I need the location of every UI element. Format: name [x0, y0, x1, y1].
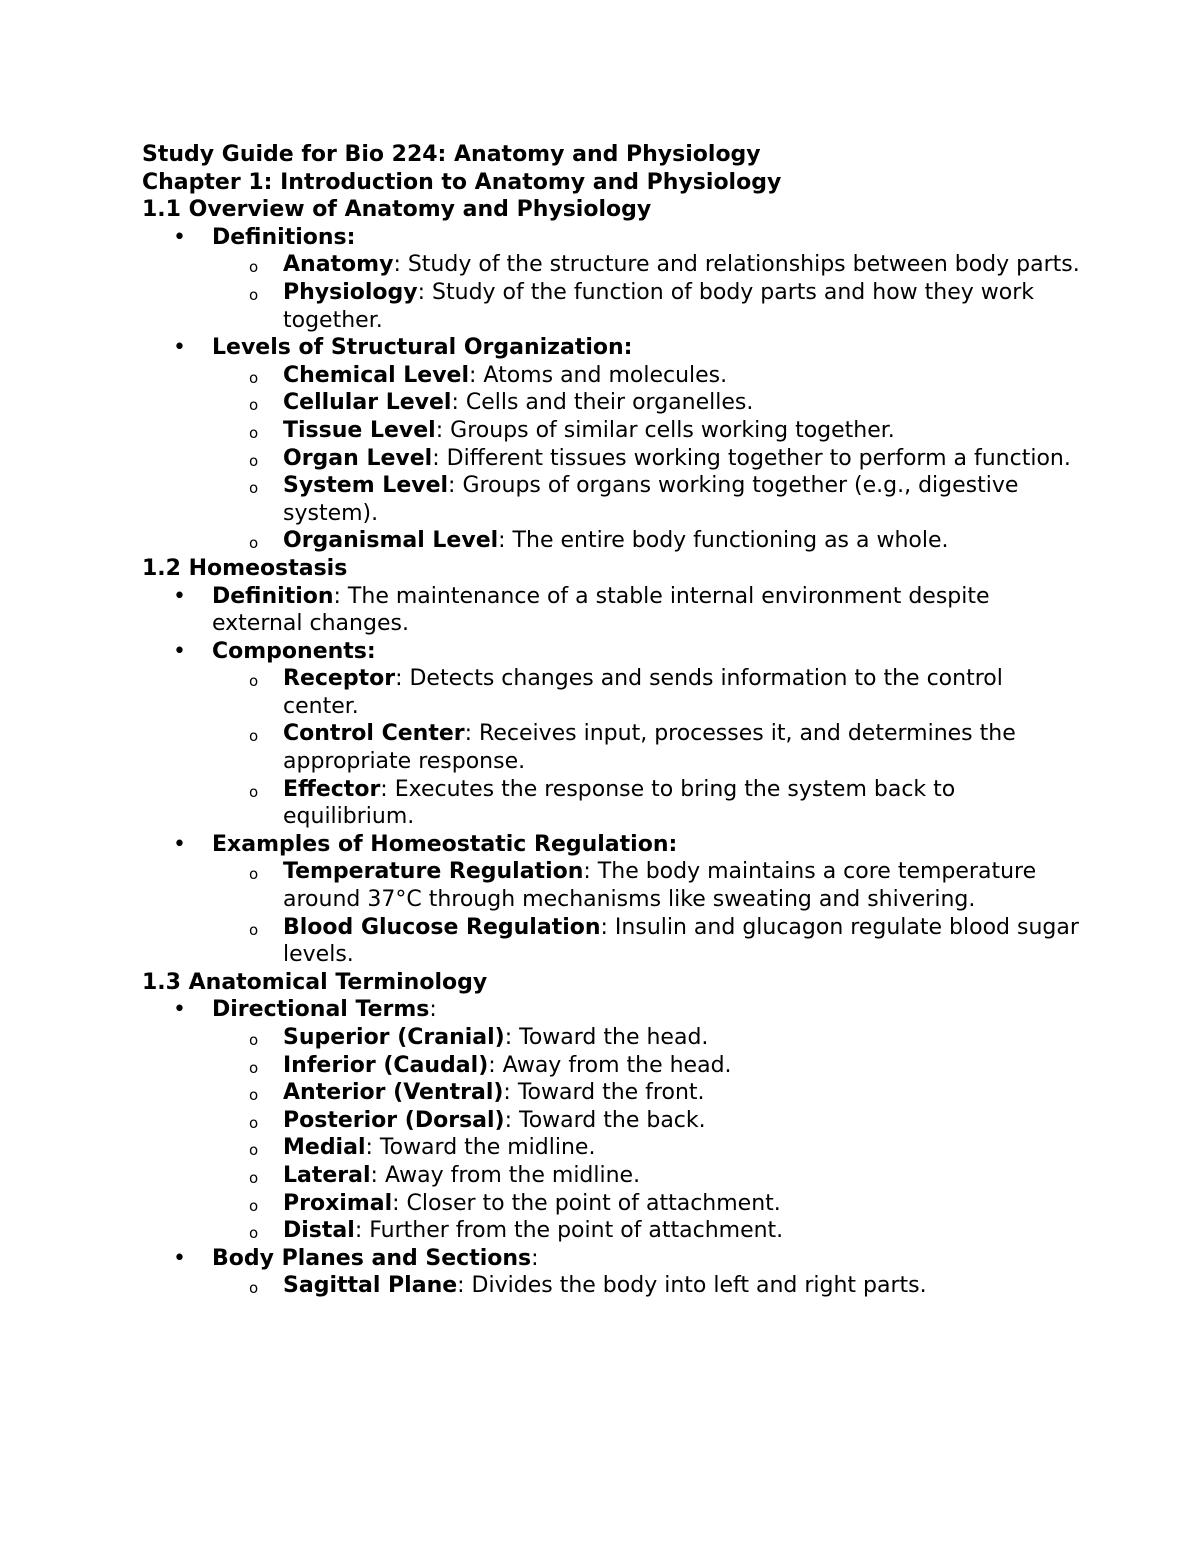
term-description: : Toward the front. [503, 1080, 705, 1106]
term-description: : Groups of organs working together (e.g., digestive system). [283, 473, 1019, 526]
sub-bullet-icon: o [249, 1031, 259, 1049]
item-label: Components: [212, 638, 376, 664]
sub-list-item [212, 279, 1082, 334]
term: Cellular Level [283, 390, 452, 416]
term-description: : Closer to the point of attachment. [392, 1190, 781, 1216]
term-description: : Different tissues working together to perform a function. [432, 445, 1071, 471]
item-label: Body Planes and Sections [212, 1245, 532, 1271]
item-label: Definition [212, 583, 334, 609]
term: Inferior (Caudal) [283, 1052, 489, 1078]
sub-bullet-list [212, 858, 1082, 968]
sub-list-item [212, 720, 1082, 775]
sub-list-item [212, 858, 1082, 913]
term: Physiology [283, 279, 418, 305]
list-item [142, 224, 1082, 334]
section-heading: 1.3 Anatomical Terminology [142, 969, 488, 995]
term: Distal [283, 1218, 355, 1244]
term: System Level [283, 473, 449, 499]
sub-bullet-icon: o [249, 1141, 259, 1160]
sub-list-item [212, 417, 1082, 445]
item-label: Definitions: [212, 224, 356, 250]
list-item [142, 831, 1082, 969]
sub-bullet-icon: o [249, 368, 259, 387]
term-description: : Cells and their organelles. [451, 390, 754, 416]
list-item [142, 996, 1082, 1244]
sub-list-item [212, 445, 1082, 473]
item-text: : The maintenance of a stable internal environment despite external changes. [212, 583, 990, 637]
sub-bullet-icon: o [249, 782, 259, 801]
term-description: : Study of the structure and relationships between body parts. [393, 252, 1080, 278]
sub-list-item [212, 1024, 1082, 1052]
sub-bullet-icon: o [249, 1168, 259, 1187]
sub-bullet-icon: o [249, 258, 259, 277]
sub-bullet-icon: o [249, 451, 259, 470]
section-heading: 1.1 Overview of Anatomy and Physiology [142, 197, 652, 223]
bullet-list [142, 996, 1082, 1300]
sub-bullet-icon: o [249, 1279, 259, 1298]
term-description: : Away from the head. [488, 1052, 732, 1078]
item-text: : [429, 997, 437, 1023]
sub-bullet-icon: o [249, 285, 259, 304]
sub-bullet-icon: o [249, 396, 259, 415]
term: Proximal [283, 1190, 393, 1216]
chapter-heading: Chapter 1: Introduction to Anatomy and Physiology [142, 169, 782, 195]
term: Posterior (Dorsal) [283, 1107, 505, 1133]
term-description: : Groups of similar cells working together. [435, 417, 895, 443]
sub-list-item [212, 1162, 1082, 1190]
item-label: Levels of Structural Organization: [212, 335, 633, 361]
item-label: Directional Terms [212, 997, 430, 1023]
term: Anterior (Ventral) [283, 1080, 504, 1106]
sub-bullet-list [212, 1024, 1082, 1245]
sub-list-item [212, 665, 1082, 720]
term-description: : The body maintains a core temperature around 37°C through mechanisms like sweating and shivering. [283, 859, 1037, 913]
sub-list-item [212, 1079, 1082, 1107]
bullet-list [142, 224, 1082, 555]
sub-list-item [212, 472, 1082, 527]
sub-bullet-icon: o [249, 920, 259, 939]
bullet-icon: • [173, 224, 186, 250]
term-description: : Divides the body into left and right parts. [457, 1273, 927, 1299]
term-description: : Toward the back. [504, 1107, 706, 1133]
sub-list-item [212, 1107, 1082, 1135]
item-label: Examples of Homeostatic Regulation: [212, 831, 678, 857]
term: Medial [283, 1135, 366, 1161]
bullet-icon: • [173, 997, 186, 1023]
term: Tissue Level [283, 417, 436, 443]
sub-bullet-list [212, 1272, 1082, 1300]
term-description: : Detects changes and sends information to the control center. [283, 666, 1003, 719]
sub-list-item [212, 527, 1082, 555]
term: Receptor [283, 666, 396, 692]
term: Superior (Cranial) [283, 1025, 505, 1050]
sub-bullet-icon: o [249, 534, 259, 553]
term-description: : Further from the point of attachment. [354, 1218, 784, 1244]
sub-bullet-icon: o [249, 672, 259, 691]
sub-list-item [212, 914, 1082, 969]
list-item [142, 638, 1082, 831]
term: Lateral [283, 1162, 371, 1188]
list-item [142, 583, 1082, 638]
term-description: : Study of the function of body parts and how they work together. [283, 279, 1035, 333]
term: Temperature Regulation [283, 859, 584, 885]
item-text: : [531, 1245, 539, 1271]
list-item [142, 334, 1082, 555]
sub-bullet-icon: o [249, 727, 259, 746]
sub-bullet-icon: o [249, 865, 259, 884]
sub-bullet-icon: o [249, 1086, 259, 1105]
sub-bullet-icon: o [249, 423, 259, 442]
bullet-icon: • [173, 583, 186, 609]
term-description: : The entire body functioning as a whole. [498, 528, 949, 554]
sub-bullet-icon: o [249, 1224, 259, 1243]
section-heading: 1.2 Homeostasis [142, 555, 348, 581]
term-description: : Insulin and glucagon regulate blood sugar levels. [283, 914, 1079, 968]
sub-list-item [212, 1272, 1082, 1300]
term: Anatomy [283, 252, 394, 278]
sub-bullet-icon: o [249, 1113, 259, 1132]
sub-bullet-icon: o [249, 1058, 259, 1077]
term: Chemical Level [283, 362, 470, 388]
term-description: : Away from the midline. [370, 1162, 641, 1188]
list-item [142, 1245, 1082, 1300]
term: Organismal Level [283, 528, 499, 554]
bullet-icon: • [173, 1245, 186, 1271]
bullet-icon: • [173, 831, 186, 857]
sections-container [142, 196, 1082, 1300]
sub-list-item [212, 1134, 1082, 1162]
sub-list-item [212, 1190, 1082, 1218]
sub-bullet-icon: o [249, 1196, 259, 1215]
bullet-icon: • [173, 335, 186, 361]
sub-list-item [212, 362, 1082, 390]
term: Blood Glucose Regulation [283, 914, 601, 940]
sub-list-item [212, 776, 1082, 831]
term-description: : Atoms and molecules. [469, 362, 728, 388]
term: Control Center [283, 721, 465, 747]
sub-bullet-icon: o [249, 479, 259, 498]
sub-bullet-list [212, 665, 1082, 831]
term: Organ Level [283, 445, 433, 471]
document-page [142, 141, 1082, 1300]
bullet-list [142, 583, 1082, 969]
term: Sagittal Plane [283, 1273, 458, 1299]
term: Effector [283, 776, 381, 802]
sub-list-item [212, 1052, 1082, 1080]
sub-bullet-list [212, 251, 1082, 334]
sub-list-item [212, 251, 1082, 279]
document-title: Study Guide for Bio 224: Anatomy and Physiology [142, 142, 761, 167]
term-description: : Toward the midline. [365, 1135, 596, 1161]
sub-list-item [212, 1217, 1082, 1245]
term-description: : Executes the response to bring the system back to equilibrium. [283, 776, 956, 830]
term-description: : Receives input, processes it, and determines the appropriate response. [283, 721, 1016, 775]
sub-list-item [212, 389, 1082, 417]
term-description: : Toward the head. [504, 1025, 709, 1050]
sub-bullet-list [212, 362, 1082, 555]
bullet-icon: • [173, 638, 186, 664]
